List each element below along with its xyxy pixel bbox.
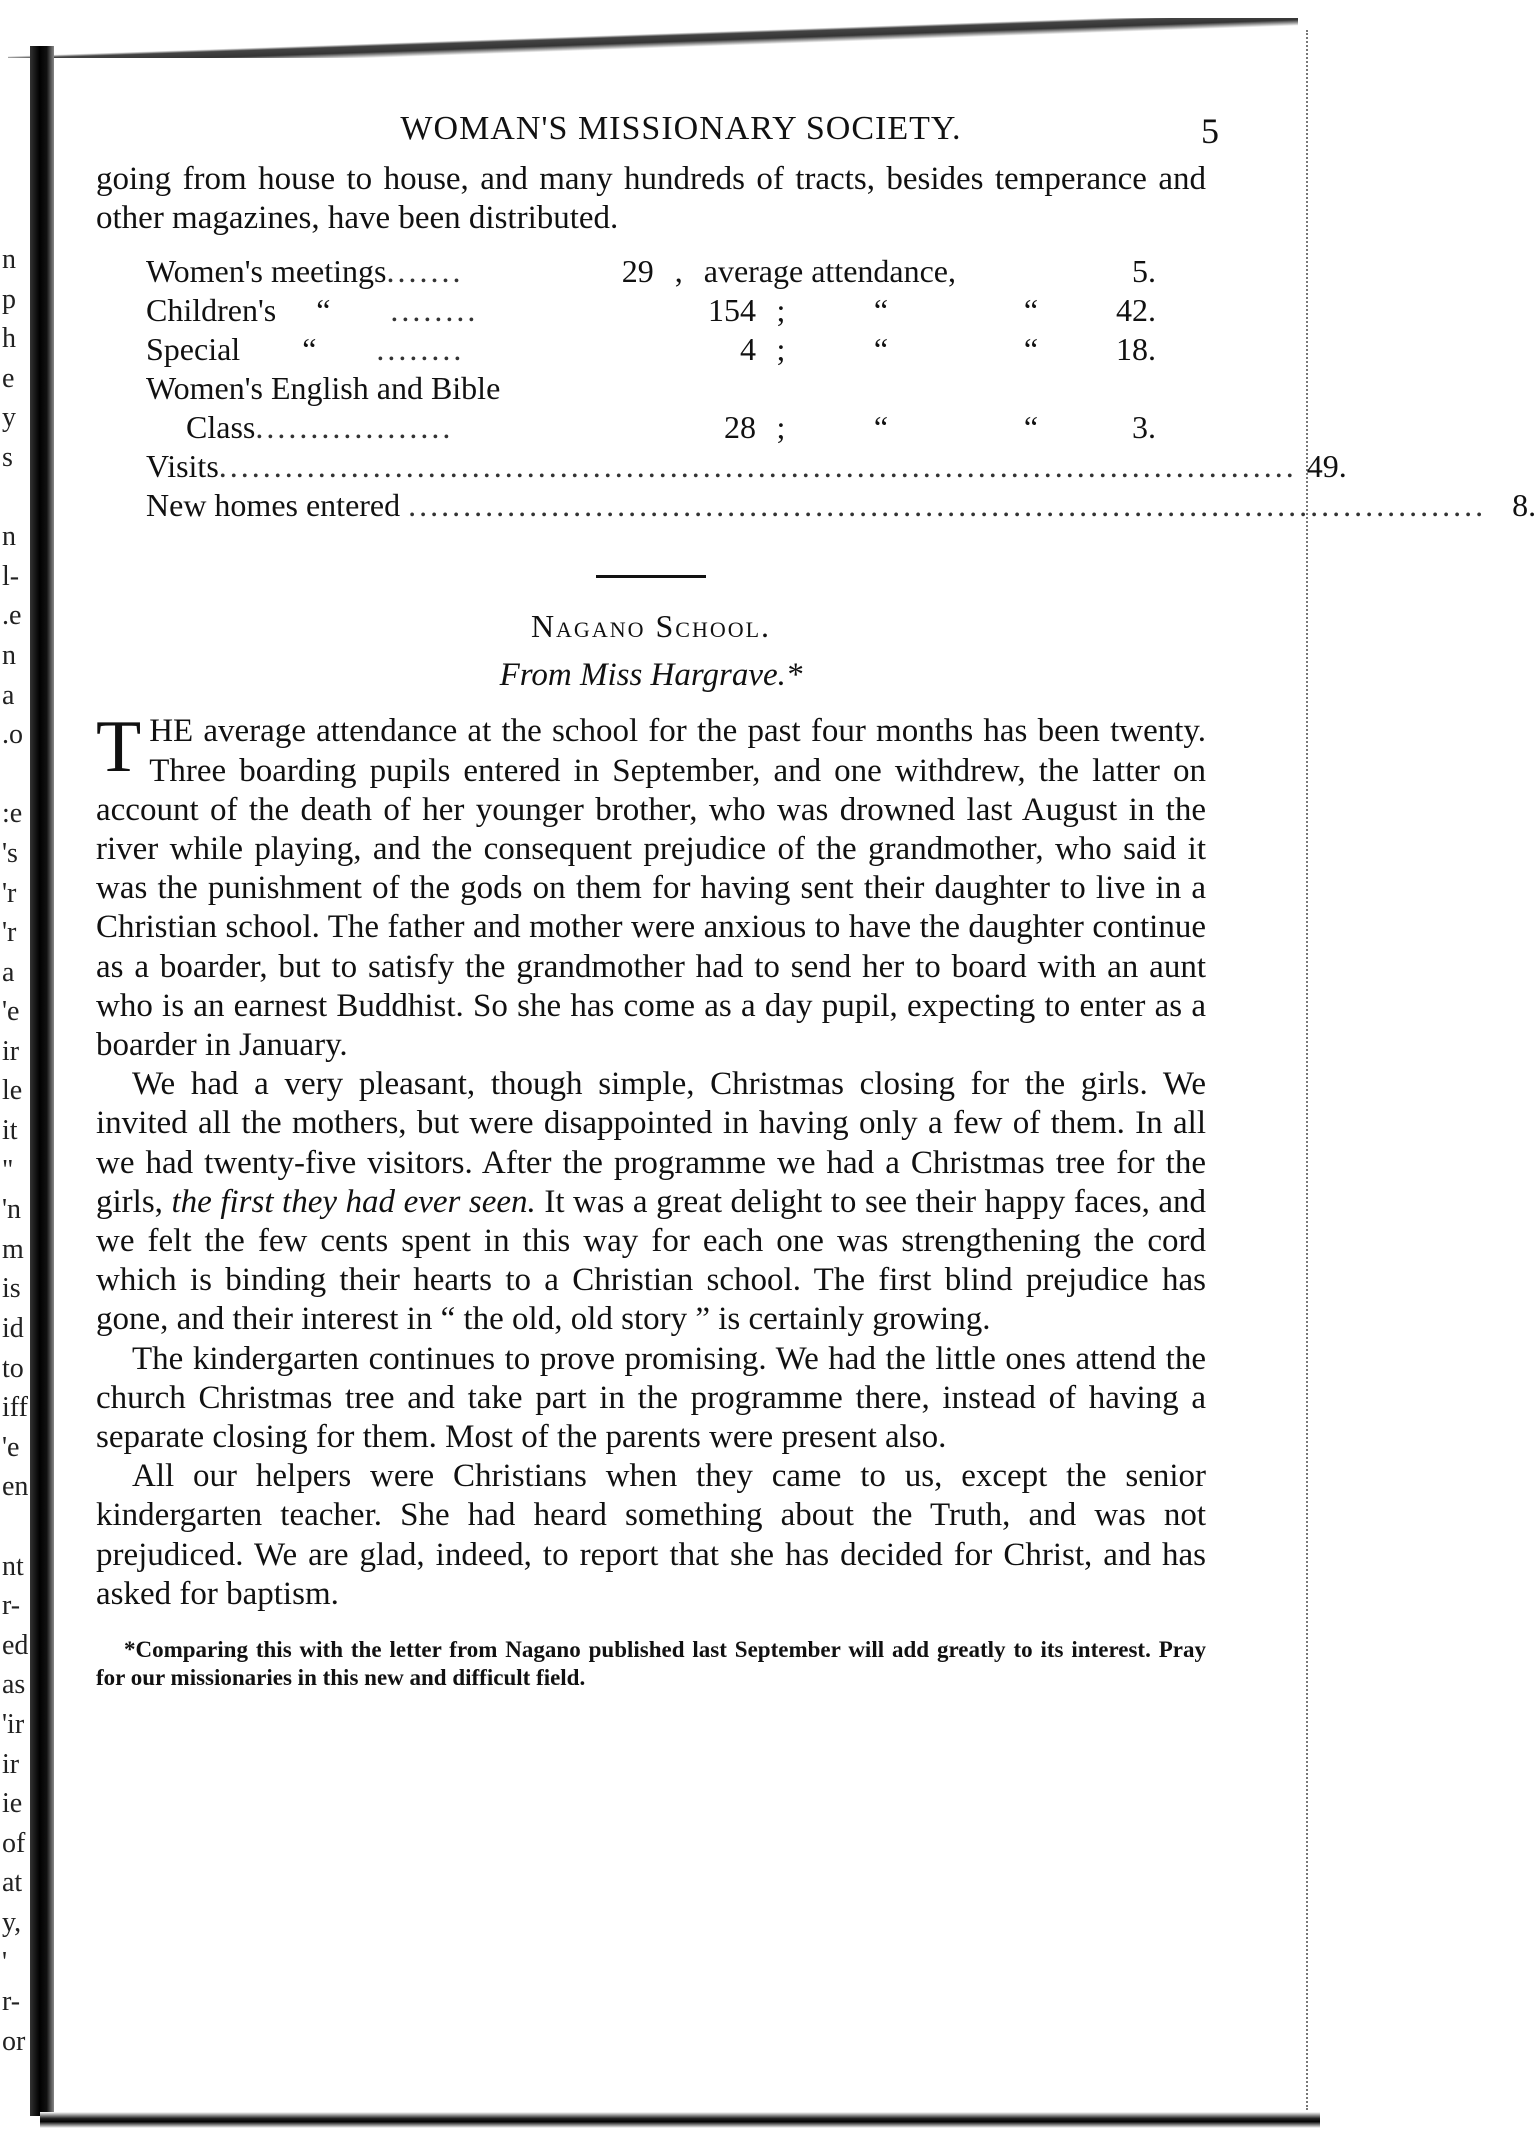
stats-ditto: “ [1023,331,1039,368]
stats-count: 29 [621,253,654,290]
stats-count: 28 [724,409,756,446]
margin-fragment: 'ir [2,1708,25,1740]
margin-fragment: r- [2,1590,21,1622]
running-header [96,110,1220,160]
scan-right-edge [1306,30,1310,2110]
margin-fragment: 'r [2,877,17,909]
stats-ditto: “ [1023,409,1039,446]
stats-value: 3. [1132,409,1156,446]
stats-ditto: “ [873,292,889,329]
stats-count: 4 [740,331,756,368]
stats-average-label: average attendance, [703,253,956,290]
margin-fragment: ir [2,1035,20,1067]
body-paragraph-3: The kindergarten continues to prove promising. We had the little ones attend the church Christmas tree and take part in the programme there, instead of having a separate closing for them. Most of the parents were present also. [96,1340,1206,1456]
body-paragraph-1 [96,706,1206,1065]
margin-fragment: a [2,679,15,711]
stats-dots: ....... [386,253,464,290]
stats-ditto: “ [873,331,889,368]
stats-row-new-homes [146,486,1536,525]
paragraph-italic-text: the first they had ever seen. [171,1183,536,1220]
stats-value: 18. [1116,331,1156,368]
stats-count: 154 [708,292,756,329]
section-divider [596,575,706,578]
section-title: Nagano School. [530,608,772,645]
statistics-table [146,252,1536,525]
page-number: 5 [1201,111,1220,151]
stats-dots: .................................................................................................. [408,487,1487,524]
drop-cap: T [96,706,142,789]
stats-label: Women's meetings [146,253,387,290]
margin-fragment: en [2,1471,29,1503]
margin-fragment: id [2,1313,24,1345]
margin-fragment: at [2,1867,23,1899]
margin-fragment: :e [2,798,23,830]
stats-value: 8. [1512,487,1536,524]
stats-separator: , [674,253,683,290]
stats-value: 42. [1116,292,1156,329]
margin-fragment: n [2,244,16,275]
margin-fragment: l- [2,560,20,592]
margin-fragment: .o [2,719,23,751]
margin-fragment: iff [2,1392,28,1424]
margin-fragment: y, [2,1906,22,1938]
adjacent-page-fragments [2,240,29,2061]
stats-separator: ; [776,409,786,446]
stats-row-bible-class-heading [146,369,1156,408]
stats-label: Visits [146,448,219,485]
stats-label: Women's English and Bible [146,370,501,407]
stats-row-childrens [146,291,1156,330]
stats-ditto: “ [1023,292,1039,329]
margin-fragment [2,1507,26,1547]
stats-row-womens-meetings [146,252,1156,291]
margin-fragment: .e [2,600,22,632]
stats-row-special [146,330,1156,369]
margin-fragment: n [2,639,16,671]
margin-fragment: y [2,402,16,434]
margin-fragment: it [2,1115,18,1147]
stats-label: Special [146,331,241,368]
margin-fragment: a [2,956,15,988]
paragraph-text: We had a very pleasant, though simple, Christmas closing for the girls. We invited all the mothers, but were disappointed in having only a few of them. In all we had twenty-five visitors. After the programme we had a Christmas tree for the girls, [96,1066,1206,1220]
section-byline: From Miss Hargrave.* [499,657,803,694]
margin-fragment: p [2,283,16,315]
margin-fragment: ' [2,1946,8,1978]
stats-ditto-label: “ [316,292,331,329]
margin-fragment: ed [2,1629,29,1661]
paragraph-text: HE average attendance at the school for the past four months has been twenty. Three boarding pupils entered in September, and one withdrew, the latter on account of the death of her younger brother, who was drowned last August in the river while playing, and the consequent prejudice of the grandmother, who said it was the punishment of the gods on them for having sent their daughter to live in a Christian school. The father and mother were anxious to have the daughter continue as a boarder, but to satisfy the grandmother had to send her to board with an aunt who is an earnest Buddhist. So she has come as a day pupil, expecting to enter as a boarder in January. [96,713,1206,1064]
margin-fragment: 'e [2,996,20,1028]
stats-dots: .................................................................................................. [218,448,1297,485]
margin-fragment: as [2,1669,26,1701]
margin-fragment: h [2,323,16,355]
scan-binding-edge [30,46,54,2116]
margin-fragment: m [2,1233,24,1265]
stats-ditto: “ [873,409,889,446]
margin-fragment: 'n [2,1194,22,1226]
margin-fragment: le [2,1075,23,1107]
margin-fragment: is [2,1273,21,1305]
intro-paragraph: going from house to house, and many hundreds of tracts, besides temperance and other magazines, have been distributed. [96,161,1206,237]
margin-fragment: of [2,1827,26,1859]
stats-label: Children's [146,292,277,329]
margin-fragment: s [2,441,13,473]
stats-value: 49. [1306,448,1347,485]
header-title: WOMAN'S MISSIONARY SOCIETY. [400,110,962,147]
margin-fragment [2,755,26,795]
margin-fragment: r- [2,1986,21,2018]
margin-fragment: to [2,1352,24,1384]
margin-fragment: ir [2,1748,20,1780]
margin-fragment: nt [2,1550,24,1582]
scan-bottom-edge [40,2112,1320,2128]
margin-fragment: 's [2,837,18,869]
stats-dots: ........ [376,331,465,368]
scan-top-edge [8,18,1298,58]
margin-fragment: 'e [2,1431,20,1463]
stats-dots: ........ [390,292,479,329]
stats-row-bible-class [146,408,1156,447]
margin-fragment [2,478,26,518]
stats-dots: .................. [255,409,454,446]
stats-separator: ; [776,292,786,329]
margin-fragment: ie [2,1788,23,1820]
margin-fragment: " [2,1154,14,1186]
stats-ditto-label: “ [302,331,317,368]
stats-separator: ; [776,331,786,368]
body-paragraph-2 [96,1065,1206,1339]
margin-fragment: or [2,2025,26,2057]
footnote: *Comparing this with the letter from Nagano published last September will add greatly to its interest. Pray for our missionaries in this new and difficult field. [96,1637,1206,1691]
page [96,110,1536,1692]
margin-fragment: n [2,521,16,553]
stats-value: 5. [1132,253,1156,290]
margin-fragment: e [2,362,15,394]
stats-label: New homes entered [146,487,401,524]
body-paragraph-4: All our helpers were Christians when they came to us, except the senior kindergarten teacher. She had heard something about the Truth, and was not prejudiced. We are glad, indeed, to report that she has decided for Christ, and has asked for baptism. [96,1458,1206,1612]
paragraph-text: It was a great delight to see their happy faces, and we felt the few cents spent in this way for each one was strengthening the cord which is binding their hearts to a Christian school. The first blind prejudice has gone, and their interest in “ the old, old story ” is certainly growing. [96,1183,1207,1338]
stats-row-visits [146,447,1347,486]
margin-fragment: 'r [2,917,17,949]
stats-label: Class [186,409,256,446]
